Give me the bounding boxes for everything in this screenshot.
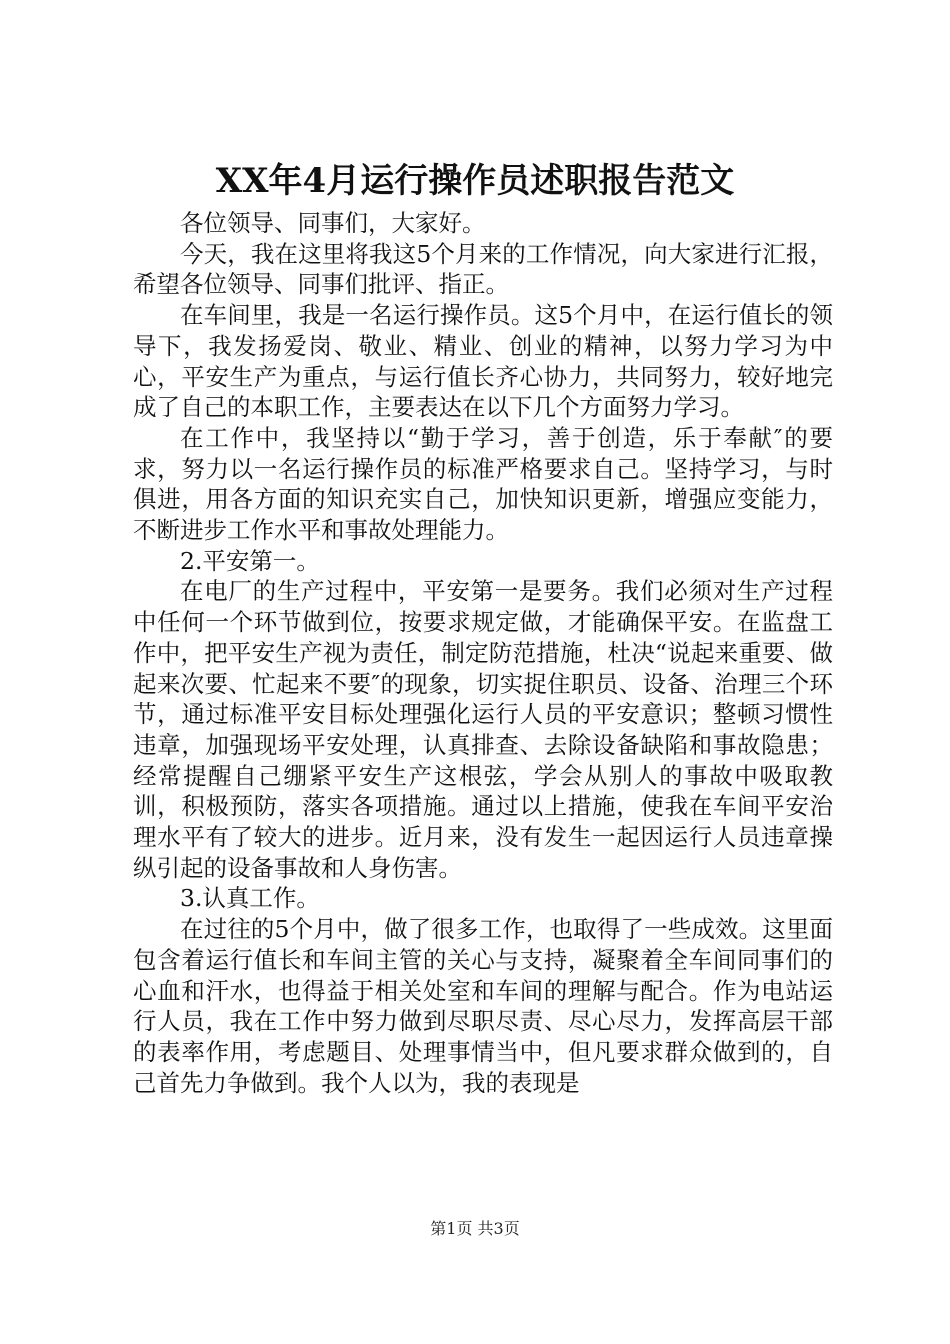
paragraph-work: 在过往的5个月中，做了很多工作，也取得了一些成效。这里面包含着运行值长和车间主管的关心与支持，凝聚着全车间同事们的心血和汗水，也得益于相关处室和车间的理解与配合。作为电站运行人员，我在工作中努力做到尽职尽责、尽心尽力，发挥高层干部的表率作用，考虑题目、处理事情当中，但凡要求群众做到的，自己首先力争做到。我个人以为，我的表现是	[133, 915, 833, 1097]
document-body	[133, 208, 833, 1098]
paragraph-intro: 今天，我在这里将我这5个月来的工作情况，向大家进行汇报，希望各位领导、同事们批评、指正。	[133, 239, 833, 299]
page-footer: 第1页 共3页	[430, 1219, 520, 1238]
paragraph-role: 在车间里，我是一名运行操作员。这5个月中，在运行值长的领导下，我发扬爱岗、敬业、精业、创业的精神，以努力学习为中心，平安生产为重点，与运行值长齐心协力，共同努力，较好地完成了自己的本职工作，主要表达在以下几个方面努力学习。	[133, 301, 833, 422]
paragraph-greeting: 各位领导、同事们，大家好。	[180, 209, 486, 237]
section-heading-work: 3.认真工作。	[180, 884, 320, 913]
document-title: XX年4月运行操作员述职报告范文	[215, 161, 735, 201]
paragraph-safety: 在电厂的生产过程中，平安第一是要务。我们必须对生产过程中任何一个环节做到位，按要求规定做，才能确保平安。在监盘工作中，把平安生产视为责任，制定防范措施，杜决“说起来重要、做起来次要、忙起来不要″的现象，切实捉住职员、设备、治理三个环节，通过标准平安目标处理强化运行人员的平安意识；整顿习惯性违章，加强现场平安处理，认真排查、去除设备缺陷和事故隐患；经常提醒自己绷紧平安生产这根弦，学会从别人的事故中吸取教训，积极预防，落实各项措施。通过以上措施，使我在车间平安治理水平有了较大的进步。近月来，没有发生一起因运行人员违章操纵引起的设备事故和人身伤害。	[133, 577, 833, 882]
paragraph-study: 在工作中，我坚持以“勤于学习，善于创造，乐于奉献″的要求，努力以一名运行操作员的标准严格要求自己。坚持学习，与时俱进，用各方面的知识充实自己，加快知识更新，增强应变能力，不断进步工作水平和事故处理能力。	[133, 423, 833, 545]
section-heading-safety: 2.平安第一。	[180, 546, 320, 575]
